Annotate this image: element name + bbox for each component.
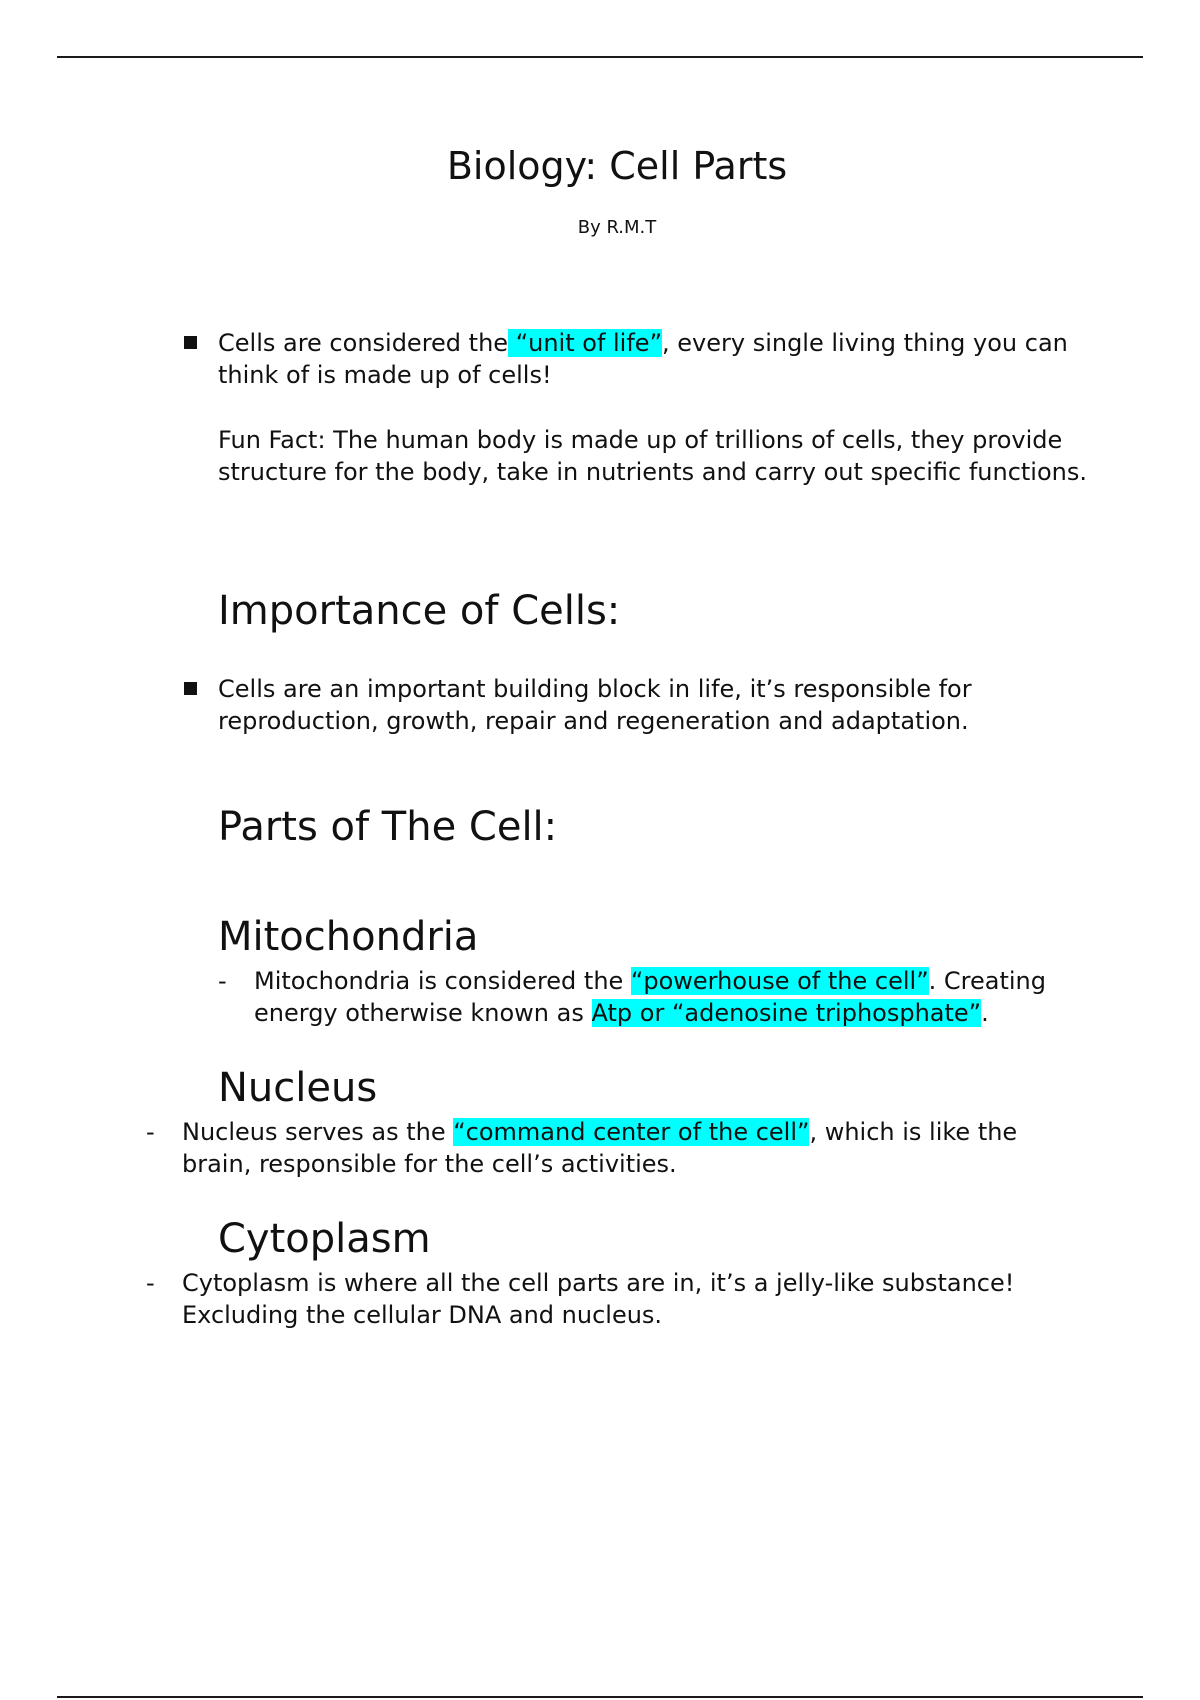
highlight-unit-of-life: “unit of life” [508, 329, 662, 357]
highlight-command-center: “command center of the cell” [453, 1118, 810, 1146]
cytoplasm-heading: Cytoplasm [218, 1216, 431, 1262]
square-bullet-icon [184, 336, 197, 349]
mitochondria-text-mid: . Creating energy otherwise known as [254, 967, 1046, 1027]
intro-bullet-text [218, 327, 1098, 391]
parts-heading: Parts of The Cell: [218, 804, 558, 850]
header-rule [57, 56, 1143, 58]
highlight-atp: Atp or “adenosine triphosphate” [591, 999, 982, 1027]
nucleus-heading: Nucleus [218, 1065, 378, 1111]
nucleus-text [182, 1116, 1062, 1180]
nucleus-text-pre: Nucleus serves as the [182, 1118, 454, 1146]
nucleus-text-post: , which is like the brain, responsible for the cell’s activities. [182, 1118, 1018, 1178]
mitochondria-text-pre: Mitochondria is considered the [254, 967, 631, 995]
importance-bullet-text: Cells are an important building block in life, it’s responsible for reproduction, growth, repair and regeneration and adaptation. [218, 675, 972, 735]
importance-heading: Importance of Cells: [218, 588, 621, 634]
highlight-powerhouse: “powerhouse of the cell” [630, 967, 929, 995]
byline: By R.M.T [577, 217, 657, 238]
dash-bullet: - [146, 1118, 155, 1146]
square-bullet-icon [184, 682, 197, 695]
dash-bullet: - [218, 967, 227, 995]
intro-text-post: , every single living thing you can think of is made up of cells! [218, 329, 1068, 389]
footer-rule [57, 1696, 1143, 1698]
cytoplasm-text: Cytoplasm is where all the cell parts are in, it’s a jelly-like substance! Excluding the cellular DNA and nucleus. [182, 1269, 1015, 1329]
intro-text-pre: Cells are considered the [218, 329, 509, 357]
mitochondria-text-post: . [981, 999, 989, 1027]
fun-fact-text: Fun Fact: The human body is made up of trillions of cells, they provide structure for the body, take in nutrients and carry out specific functions. [218, 426, 1087, 486]
mitochondria-text [254, 965, 1094, 1029]
dash-bullet: - [146, 1269, 155, 1297]
document-title: Biology: Cell Parts [446, 144, 788, 188]
mitochondria-heading: Mitochondria [218, 914, 479, 960]
